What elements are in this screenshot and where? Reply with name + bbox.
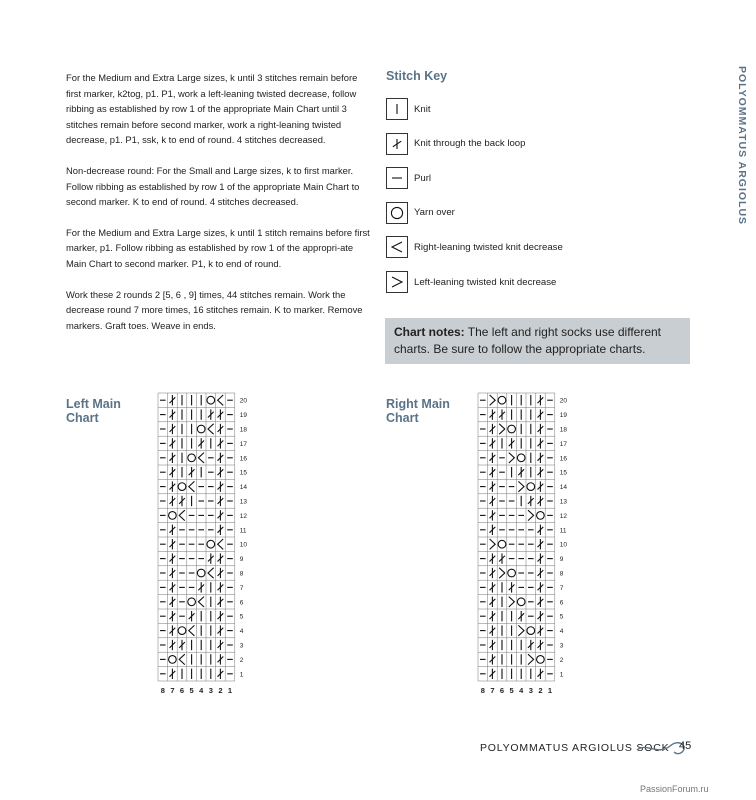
row-number-label: 14 <box>559 484 568 492</box>
stitch-cell <box>208 409 214 419</box>
stitch-cell <box>218 395 224 405</box>
stitch-cell <box>538 553 544 563</box>
stitch-cell <box>517 454 525 462</box>
stitch-cell <box>189 611 195 621</box>
row-number-label: 12 <box>239 512 248 520</box>
watermark: PassionForum.ru <box>640 784 709 794</box>
stitch-cell <box>218 481 224 491</box>
column-number-label: 3 <box>528 686 533 695</box>
row-number-label: 19 <box>239 412 248 420</box>
row-number-label: 12 <box>559 512 568 520</box>
row-number-label: 1 <box>239 671 244 679</box>
column-number-label: 6 <box>179 686 185 695</box>
stitch-cell <box>508 569 516 577</box>
stitch-cell <box>218 496 224 506</box>
stitch-key-item-yo <box>386 201 455 225</box>
stitch-cell <box>490 669 496 679</box>
stitch-cell <box>538 395 544 405</box>
stitch-key-label: Right-leaning twisted knit decrease <box>414 241 563 253</box>
row-number-label: 8 <box>239 570 244 578</box>
row-number-label: 10 <box>559 541 568 549</box>
stitch-cell <box>169 656 177 664</box>
stitch-cell <box>170 395 176 405</box>
stitch-cell <box>538 481 544 491</box>
stitch-cell <box>498 396 506 404</box>
stitch-cell <box>518 611 524 621</box>
stitch-cell <box>528 654 534 664</box>
stitch-cell <box>538 669 544 679</box>
stitch-cell <box>538 539 544 549</box>
chart-notes-label: Chart notes: <box>394 325 465 339</box>
stitch-cell <box>518 467 524 477</box>
stitch-cell <box>490 625 496 635</box>
stitch-cell <box>490 481 496 491</box>
stitch-cell <box>170 669 176 679</box>
stitch-cell <box>198 438 204 448</box>
stitch-cell <box>490 525 496 535</box>
knit-symbol-icon <box>386 98 408 120</box>
stitch-cell <box>518 481 524 491</box>
stitch-cell <box>538 438 544 448</box>
stitch-cell <box>499 409 505 419</box>
row-number-label: 20 <box>559 397 568 405</box>
stitch-cell <box>218 467 224 477</box>
page-number: 45 <box>679 740 692 752</box>
stitch-cell <box>169 512 177 520</box>
stitch-cell <box>538 467 544 477</box>
stitch-cell <box>528 496 534 506</box>
stitch-cell <box>538 453 544 463</box>
stitch-cell <box>509 582 515 592</box>
stitch-cell <box>218 568 224 578</box>
stitch-cell <box>218 611 224 621</box>
stitch-cell <box>170 568 176 578</box>
row-number-label: 16 <box>239 455 248 463</box>
column-number-label: 7 <box>490 686 495 695</box>
stitch-cell <box>538 409 544 419</box>
stitch-cell <box>189 467 195 477</box>
yo-symbol-icon <box>386 202 408 224</box>
stitch-cell <box>537 512 545 520</box>
stitch-cell <box>218 453 224 463</box>
stitch-cell <box>537 656 545 664</box>
stitch-key-label: Knit through the back loop <box>414 138 526 150</box>
stitch-cell <box>218 525 224 535</box>
stitch-cell <box>218 438 224 448</box>
row-number-label: 8 <box>559 570 564 578</box>
stitch-cell <box>188 454 196 462</box>
stitch-cell <box>509 453 515 463</box>
row-number-label: 4 <box>559 628 564 636</box>
stitch-key-item-tbl <box>386 132 525 156</box>
stitch-key-item-ldec <box>386 270 556 294</box>
stitch-cell <box>538 582 544 592</box>
stitch-cell <box>218 582 224 592</box>
right-chart-title <box>386 397 466 425</box>
stitch-cell <box>499 553 505 563</box>
row-number-label: 2 <box>559 656 564 664</box>
stitch-cell <box>528 510 534 520</box>
stitch-cell <box>490 597 496 607</box>
stitch-key-label: Yarn over <box>414 207 455 219</box>
stitch-cell <box>179 640 185 650</box>
row-number-label: 9 <box>239 556 244 564</box>
stitch-cell <box>490 553 496 563</box>
instruction-paragraph: Non-decrease round: For the Small and Large sizes, k to first marker. Follow ribbing as established by row 1 of the appropriate Main Chart to second marker. K to end of round. 4 stitches decreased. <box>66 164 360 208</box>
right-chart-title-line2: Chart <box>386 411 419 425</box>
stitch-key-item-knit <box>386 97 431 121</box>
stitch-cell <box>170 481 176 491</box>
row-number-label: 18 <box>239 426 248 434</box>
stitch-cell <box>508 425 516 433</box>
stitch-cell <box>218 669 224 679</box>
stitch-cell <box>218 640 224 650</box>
stitch-cell <box>490 539 496 549</box>
tbl-symbol-icon <box>386 133 408 155</box>
chart-notes <box>385 318 690 364</box>
stitch-cell <box>170 625 176 635</box>
stitch-cell <box>218 654 224 664</box>
ldec-symbol-icon <box>386 271 408 293</box>
stitch-cell <box>170 611 176 621</box>
stitch-cell <box>528 640 534 650</box>
row-number-label: 15 <box>559 469 568 477</box>
row-number-label: 17 <box>239 440 248 448</box>
right-chart-title-line1: Right Main <box>386 397 450 411</box>
stitch-key-item-rdec <box>386 235 563 259</box>
row-number-label: 4 <box>239 628 244 636</box>
column-number-label: 7 <box>170 686 175 695</box>
row-number-label: 11 <box>559 527 567 535</box>
stitch-cell <box>218 409 224 419</box>
stitch-cell <box>517 598 525 606</box>
instruction-paragraph: Work these 2 rounds 2 [5, 6 , 9] times, 44 stitches remain. Work the decrease round 7 more times, 16 stitches remain. K to marker. Remove markers. Graft toes. Weave in ends. <box>66 288 363 331</box>
side-title: POLYOMMATUS ARGIOLUS <box>736 66 748 226</box>
row-number-label: 3 <box>239 642 244 650</box>
stitch-cell <box>490 568 496 578</box>
stitch-cell <box>490 424 496 434</box>
row-number-label: 6 <box>239 599 244 607</box>
stitch-cell <box>538 611 544 621</box>
stitch-cell <box>178 483 186 491</box>
stitch-cell <box>499 568 505 578</box>
column-number-label: 2 <box>538 686 543 695</box>
stitch-cell <box>170 539 176 549</box>
column-number-label: 5 <box>509 686 514 695</box>
stitch-cell <box>538 496 544 506</box>
instruction-paragraph: For the Medium and Extra Large sizes, k until 1 stitch remains before first marker, p1. Follow ribbing as established by row 1 of the appropri-ate Main Chart to second marker. P1, k to end of round. <box>66 226 370 269</box>
column-number-label: 5 <box>189 686 194 695</box>
stitch-cell <box>499 424 505 434</box>
column-number-label: 8 <box>480 686 485 695</box>
stitch-cell <box>498 540 506 548</box>
stitch-cell <box>490 438 496 448</box>
stitch-cell <box>490 510 496 520</box>
stitch-cell <box>197 425 205 433</box>
stitch-cell <box>218 539 224 549</box>
stitch-cell <box>538 640 544 650</box>
rdec-symbol-icon <box>386 236 408 258</box>
stitch-cell <box>509 438 515 448</box>
purl-symbol-icon <box>386 167 408 189</box>
stitch-cell <box>218 597 224 607</box>
stitch-cell <box>538 625 544 635</box>
stitch-cell <box>207 540 215 548</box>
stitch-cell <box>538 597 544 607</box>
stitch-cell <box>189 625 195 635</box>
stitch-cell <box>490 654 496 664</box>
row-number-label: 1 <box>559 671 564 679</box>
column-number-label: 8 <box>160 686 165 695</box>
stitch-key-label: Purl <box>414 172 432 184</box>
stitch-cell <box>170 453 176 463</box>
stitch-cell <box>208 553 214 563</box>
row-number-label: 16 <box>559 455 568 463</box>
column-number-label: 1 <box>227 686 233 695</box>
row-number-label: 19 <box>559 412 568 420</box>
column-number-label: 6 <box>499 686 505 695</box>
stitch-cell <box>490 611 496 621</box>
stitch-cell <box>189 481 195 491</box>
left-chart-title-line2: Chart <box>66 411 99 425</box>
stitch-cell <box>490 395 496 405</box>
stitch-cell <box>538 568 544 578</box>
stitch-cell <box>197 569 205 577</box>
row-number-label: 7 <box>239 584 244 592</box>
stitch-cell <box>170 640 176 650</box>
row-number-label: 2 <box>239 656 244 664</box>
stitch-cell <box>170 438 176 448</box>
stitch-cell <box>538 525 544 535</box>
chart-notes-text: The left and right socks use different charts. Be sure to follow the appropriate charts. <box>394 325 662 356</box>
stitch-cell <box>170 597 176 607</box>
stitch-cell <box>170 525 176 535</box>
stitch-cell <box>490 582 496 592</box>
column-number-label: 3 <box>208 686 213 695</box>
stitch-cell <box>170 467 176 477</box>
stitch-cell <box>218 424 224 434</box>
stitch-cell <box>518 625 524 635</box>
column-number-label: 4 <box>199 686 204 695</box>
stitch-cell <box>490 467 496 477</box>
stitch-cell <box>527 483 535 491</box>
row-number-label: 20 <box>239 397 248 405</box>
row-number-label: 11 <box>239 527 247 535</box>
stitch-cell <box>170 553 176 563</box>
stitch-cell <box>170 496 176 506</box>
stitch-cell <box>170 582 176 592</box>
instruction-paragraph: For the Medium and Extra Large sizes, k until 3 stitches remain before first marker, k2tog, p1. P1, work a left-leaning twisted decrease, follow ribbing as established by row 1 of the appropriate Main Chart until 3 stitches remain before second marker, work a right-leaning twisted decrease, p1. P1, ssk, k to end of round. 4 stitches decreased. <box>66 72 358 146</box>
stitch-cell <box>198 582 204 592</box>
stitch-cell <box>179 654 185 664</box>
stitch-cell <box>490 453 496 463</box>
pattern-instructions <box>66 70 372 348</box>
stitch-cell <box>178 627 186 635</box>
row-number-label: 13 <box>239 498 248 506</box>
stitch-cell <box>490 496 496 506</box>
stitch-cell <box>198 453 204 463</box>
column-number-label: 4 <box>519 686 524 695</box>
left-main-chart <box>152 391 312 701</box>
stitch-cell <box>179 510 185 520</box>
stitch-cell <box>188 598 196 606</box>
stitch-cell <box>170 409 176 419</box>
row-number-label: 5 <box>239 613 244 621</box>
stitch-cell <box>207 396 215 404</box>
row-number-label: 13 <box>559 498 568 506</box>
row-number-label: 10 <box>239 541 248 549</box>
stitch-cell <box>208 424 214 434</box>
row-number-label: 17 <box>559 440 568 448</box>
row-number-label: 18 <box>559 426 568 434</box>
stitch-cell <box>198 597 204 607</box>
stitch-cell <box>218 510 224 520</box>
stitch-cell <box>218 553 224 563</box>
stitch-cell <box>218 625 224 635</box>
row-number-label: 6 <box>559 599 564 607</box>
stitch-cell <box>538 424 544 434</box>
stitch-key-title: Stitch Key <box>386 69 448 83</box>
stitch-key-item-purl <box>386 166 431 190</box>
row-number-label: 15 <box>239 469 248 477</box>
stitch-cell <box>490 409 496 419</box>
left-chart-title <box>66 397 146 425</box>
stitch-key-label: Knit <box>414 103 431 115</box>
stitch-cell <box>490 640 496 650</box>
stitch-key-label: Left-leaning twisted knit decrease <box>414 276 557 288</box>
stitch-cell <box>527 627 535 635</box>
column-number-label: 1 <box>547 686 553 695</box>
stitch-cell <box>170 424 176 434</box>
row-number-label: 14 <box>239 484 248 492</box>
stitch-cell <box>509 597 515 607</box>
row-number-label: 9 <box>559 556 564 564</box>
footer-pattern-title: POLYOMMATUS ARGIOLUS SOCK <box>480 742 670 754</box>
column-number-label: 2 <box>218 686 223 695</box>
stitch-cell <box>179 496 185 506</box>
row-number-label: 7 <box>559 584 564 592</box>
right-main-chart <box>472 391 632 701</box>
row-number-label: 5 <box>559 613 564 621</box>
stitch-cell <box>208 568 214 578</box>
row-number-label: 3 <box>559 642 564 650</box>
left-chart-title-line1: Left Main <box>66 397 121 411</box>
